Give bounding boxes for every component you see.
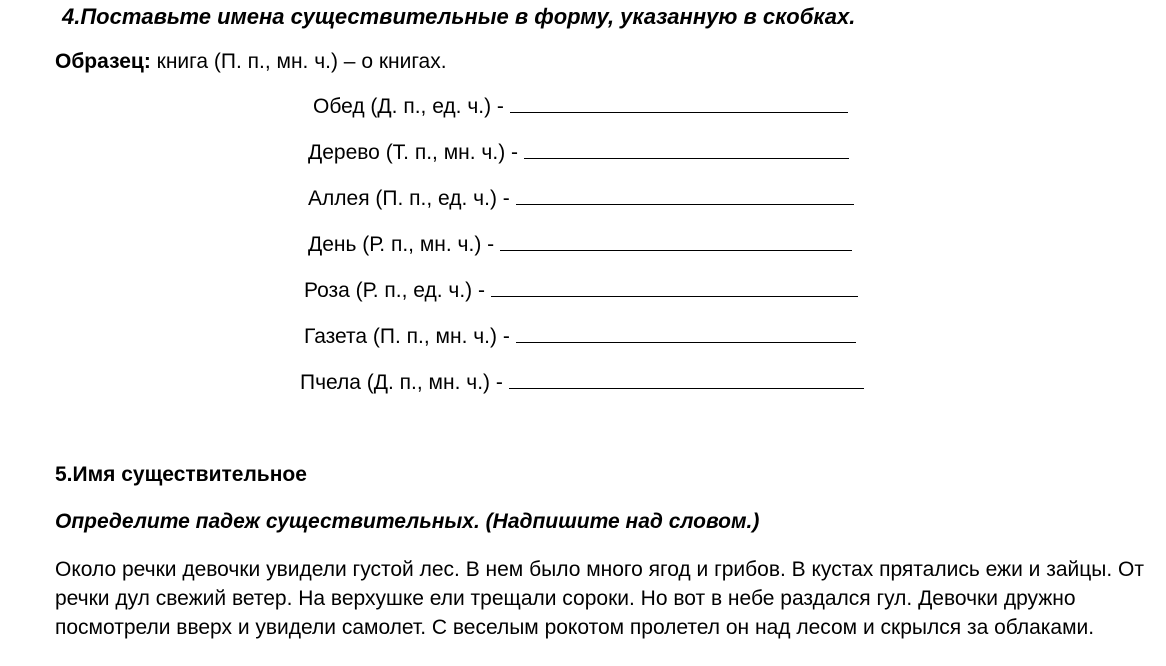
sample-text: книга (П. п., мн. ч.) – о книгах.: [150, 50, 447, 73]
exercise-prompt: Обед (Д. п., ед. ч.) -: [313, 95, 504, 118]
exercise-line: [300, 371, 864, 395]
answer-blank[interactable]: [509, 372, 864, 389]
task5-instruction: Определите падеж существительных. (Надпишите над словом.): [55, 510, 760, 533]
task4-title: 4.Поставьте имена существительные в форму, указанную в скобках.: [62, 4, 856, 29]
exercise-prompt: Дерево (Т. п., мн. ч.) -: [308, 141, 519, 164]
exercise-prompt: Газета (П. п., мн. ч.) -: [304, 325, 510, 348]
answer-blank[interactable]: [491, 280, 858, 297]
exercise-line: [313, 95, 848, 119]
sample: [55, 50, 447, 74]
answer-blank[interactable]: [500, 234, 852, 251]
task5-passage: Около речки девочки увидели густой лес. В нем было много ягод и грибов. В кустах прятались ежи и зайцы. От речки дул свежий ветер. На верхушке ели трещали сороки. Но вот в небе раздался гул. Девочки дружно посмотрели вверх и увидели самолет. С веселым рокотом пролетел он над лесом и скрылся за облаками.: [55, 558, 1145, 639]
exercise-line: [308, 233, 852, 257]
answer-blank[interactable]: [510, 96, 848, 113]
exercise-prompt: День (Р. п., мн. ч.) -: [308, 233, 495, 256]
answer-blank[interactable]: [516, 326, 856, 343]
answer-blank[interactable]: [524, 142, 849, 159]
exercise-line: [308, 141, 849, 165]
exercise-line: [304, 279, 858, 303]
exercise-line: [308, 187, 854, 211]
exercise-line: [304, 325, 856, 349]
exercise-prompt: Роза (Р. п., ед. ч.) -: [304, 279, 485, 302]
answer-blank[interactable]: [516, 188, 854, 205]
exercise-prompt: Пчела (Д. п., мн. ч.) -: [300, 371, 503, 394]
task5-title: 5.Имя существительное: [55, 463, 307, 486]
sample-label: Образец:: [55, 50, 151, 73]
exercise-prompt: Аллея (П. п., ед. ч.) -: [308, 187, 510, 210]
